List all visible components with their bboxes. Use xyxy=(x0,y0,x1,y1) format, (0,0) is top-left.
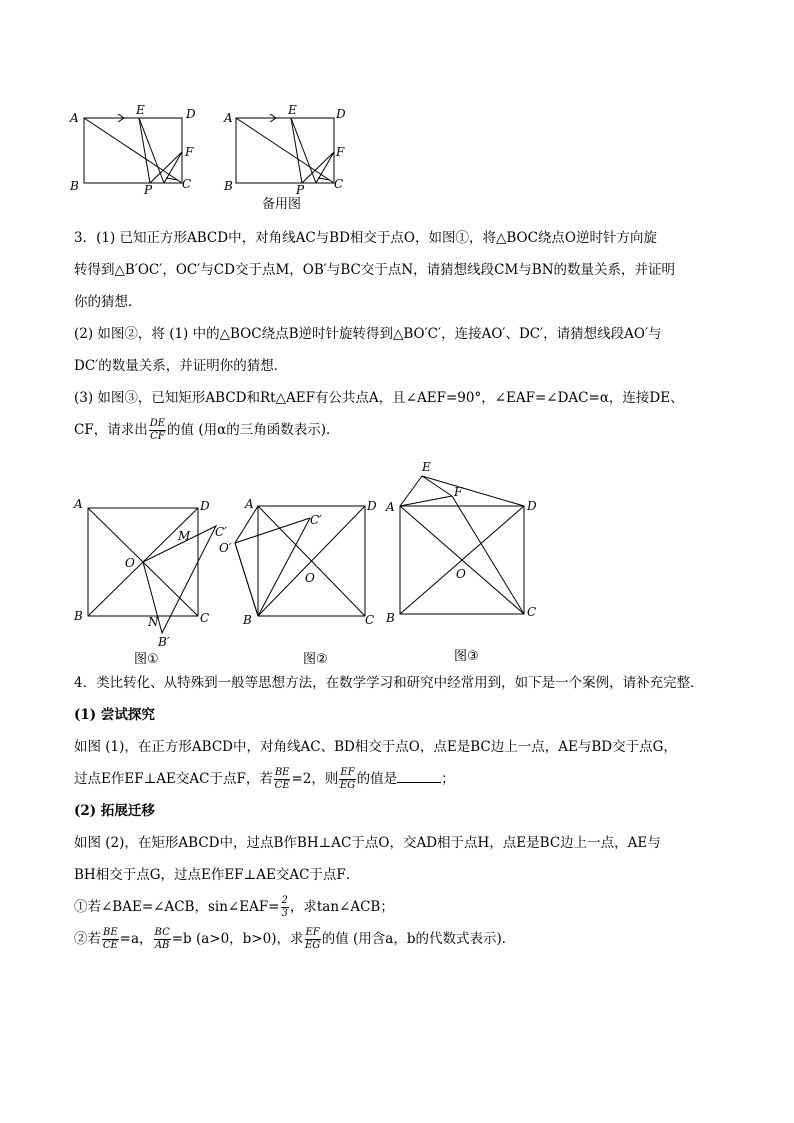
label: B xyxy=(224,179,233,193)
label: A xyxy=(74,497,83,511)
q3-part2-line1: (2) 如图②，将 (1) 中的△BOC绕点B逆时针旋转得到△BO′C′，连接AO′、DC′，请猜想线段AO′与 xyxy=(74,326,662,342)
answer-blank[interactable] xyxy=(397,770,441,783)
figure-caption: 图② xyxy=(303,652,328,667)
label: O xyxy=(125,556,135,570)
label: F xyxy=(185,145,194,159)
label: D xyxy=(186,107,196,121)
label: C′ xyxy=(215,525,227,539)
q4-section1-title: (1) 尝试探究 xyxy=(74,707,155,723)
label: P xyxy=(296,183,305,197)
label: C xyxy=(182,177,192,191)
label: O xyxy=(456,567,466,581)
q4-section2-line1: 如图 (2)，在矩形ABCD中，过点B作BH⊥AC于点O，交AD相于点H，点E是BC边上一点，AE与 xyxy=(74,835,661,851)
label: A xyxy=(245,497,254,511)
q4-section2-title: (2) 拓展迁移 xyxy=(74,803,155,819)
label: F xyxy=(336,145,345,159)
q3-part2-line2: DC′的数量关系，并证明你的猜想． xyxy=(74,358,288,374)
fraction-ef-eg-2: $\frac{EF}{EG}$ xyxy=(304,927,321,951)
label: E xyxy=(288,103,297,117)
figure-caption: 备用图 xyxy=(262,197,302,212)
q4-intro: 4．类比转化、从特殊到一般等思想方法，在数学学习和研究中经常用到，如下是一个案例，请补充完整． xyxy=(74,675,704,691)
label: N xyxy=(148,615,159,629)
label: B xyxy=(243,613,252,627)
label: E xyxy=(422,460,431,474)
label: O xyxy=(305,571,315,585)
label: F xyxy=(454,485,463,499)
figure-3 xyxy=(382,456,552,668)
q4-section2-line2: BH相交于点G，过点E作EF⊥AE交AC于点F． xyxy=(74,867,360,883)
q4-section1-line2: 过点E作EF⊥AE交AC于点F，若 $\frac{BE}{CE}$ =2，则 $\frac{EF}{EG}$ 的值是 ； xyxy=(74,767,455,791)
figure-rectangle-backup xyxy=(222,98,362,213)
label: B xyxy=(74,609,83,623)
q3-part1-line2: 转得到△B′OC′，OC′与CD交于点M，OB′与BC交于点N，请猜想线段CM与BN的数量关系，并证明 xyxy=(74,262,676,278)
label: P xyxy=(144,183,153,197)
label: D xyxy=(367,499,377,513)
fraction-2-3: $\frac{2}{3}$ xyxy=(281,895,288,919)
label: B xyxy=(386,611,395,625)
q3-part1-line1: 3．(1) 已知正方形ABCD中，对角线AC与BD相交于点O，如图①，将△BOC绕点O逆时针方向旋 xyxy=(74,230,657,246)
label: C xyxy=(334,177,344,191)
figure-caption: 图③ xyxy=(454,649,479,664)
label: O′ xyxy=(219,541,232,555)
q4-section1-line1: 如图 (1)，在正方形ABCD中，对角线AC、BD相交于点O，点E是BC边上一点，AE与BD交于点G， xyxy=(74,739,677,755)
label: D xyxy=(336,107,346,121)
fraction-ef-eg: $\frac{EF}{EG}$ xyxy=(339,767,356,791)
label: A xyxy=(224,111,233,125)
label: E xyxy=(136,103,145,117)
label: C′ xyxy=(310,513,322,527)
fraction-de-cf: $\frac{DE}{CF}$ xyxy=(149,418,166,442)
question-4 xyxy=(74,667,724,955)
label: A xyxy=(70,111,79,125)
q3-part3-line2: CF，请求出 $\frac{DE}{CF}$ 的值 (用α的三角函数表示)． xyxy=(74,418,340,442)
q4-item2: ②若 $\frac{BE}{CE}$ =a， $\frac{BC}{AB}$ =b (a>0，b>0)，求 $\frac{EF}{EG}$ 的值 (用含a，b的代数式表示)． xyxy=(74,927,516,951)
fraction-bc-ab: $\frac{BC}{AB}$ xyxy=(154,927,170,951)
figure-caption: 图① xyxy=(134,652,159,667)
figure-2 xyxy=(215,488,385,668)
label: B xyxy=(70,179,79,193)
label: A xyxy=(386,500,395,514)
question-3 xyxy=(74,222,724,446)
q3-part3-line1: (3) 如图③，已知矩形ABCD和Rt△AEF有公共点A，且∠AEF=90°，∠EAF=∠DAC=α，连接DE、 xyxy=(74,390,684,406)
label: M xyxy=(178,529,191,543)
label: C xyxy=(365,613,375,627)
label: B′ xyxy=(158,635,170,649)
label: D xyxy=(527,499,537,513)
figure-rectangle-main xyxy=(66,98,206,198)
q3-part1-line3: 你的猜想． xyxy=(74,294,142,310)
label: C xyxy=(527,605,537,619)
fraction-be-ce: $\frac{BE}{CE}$ xyxy=(274,767,290,791)
fraction-be-ce-2: $\frac{BE}{CE}$ xyxy=(102,927,118,951)
label: C xyxy=(200,611,210,625)
q4-item1: ①若∠BAE=∠ACB，sin∠EAF= $\frac{2}{3}$ ，求tan∠ACB； xyxy=(74,895,394,919)
label: D xyxy=(200,499,210,513)
